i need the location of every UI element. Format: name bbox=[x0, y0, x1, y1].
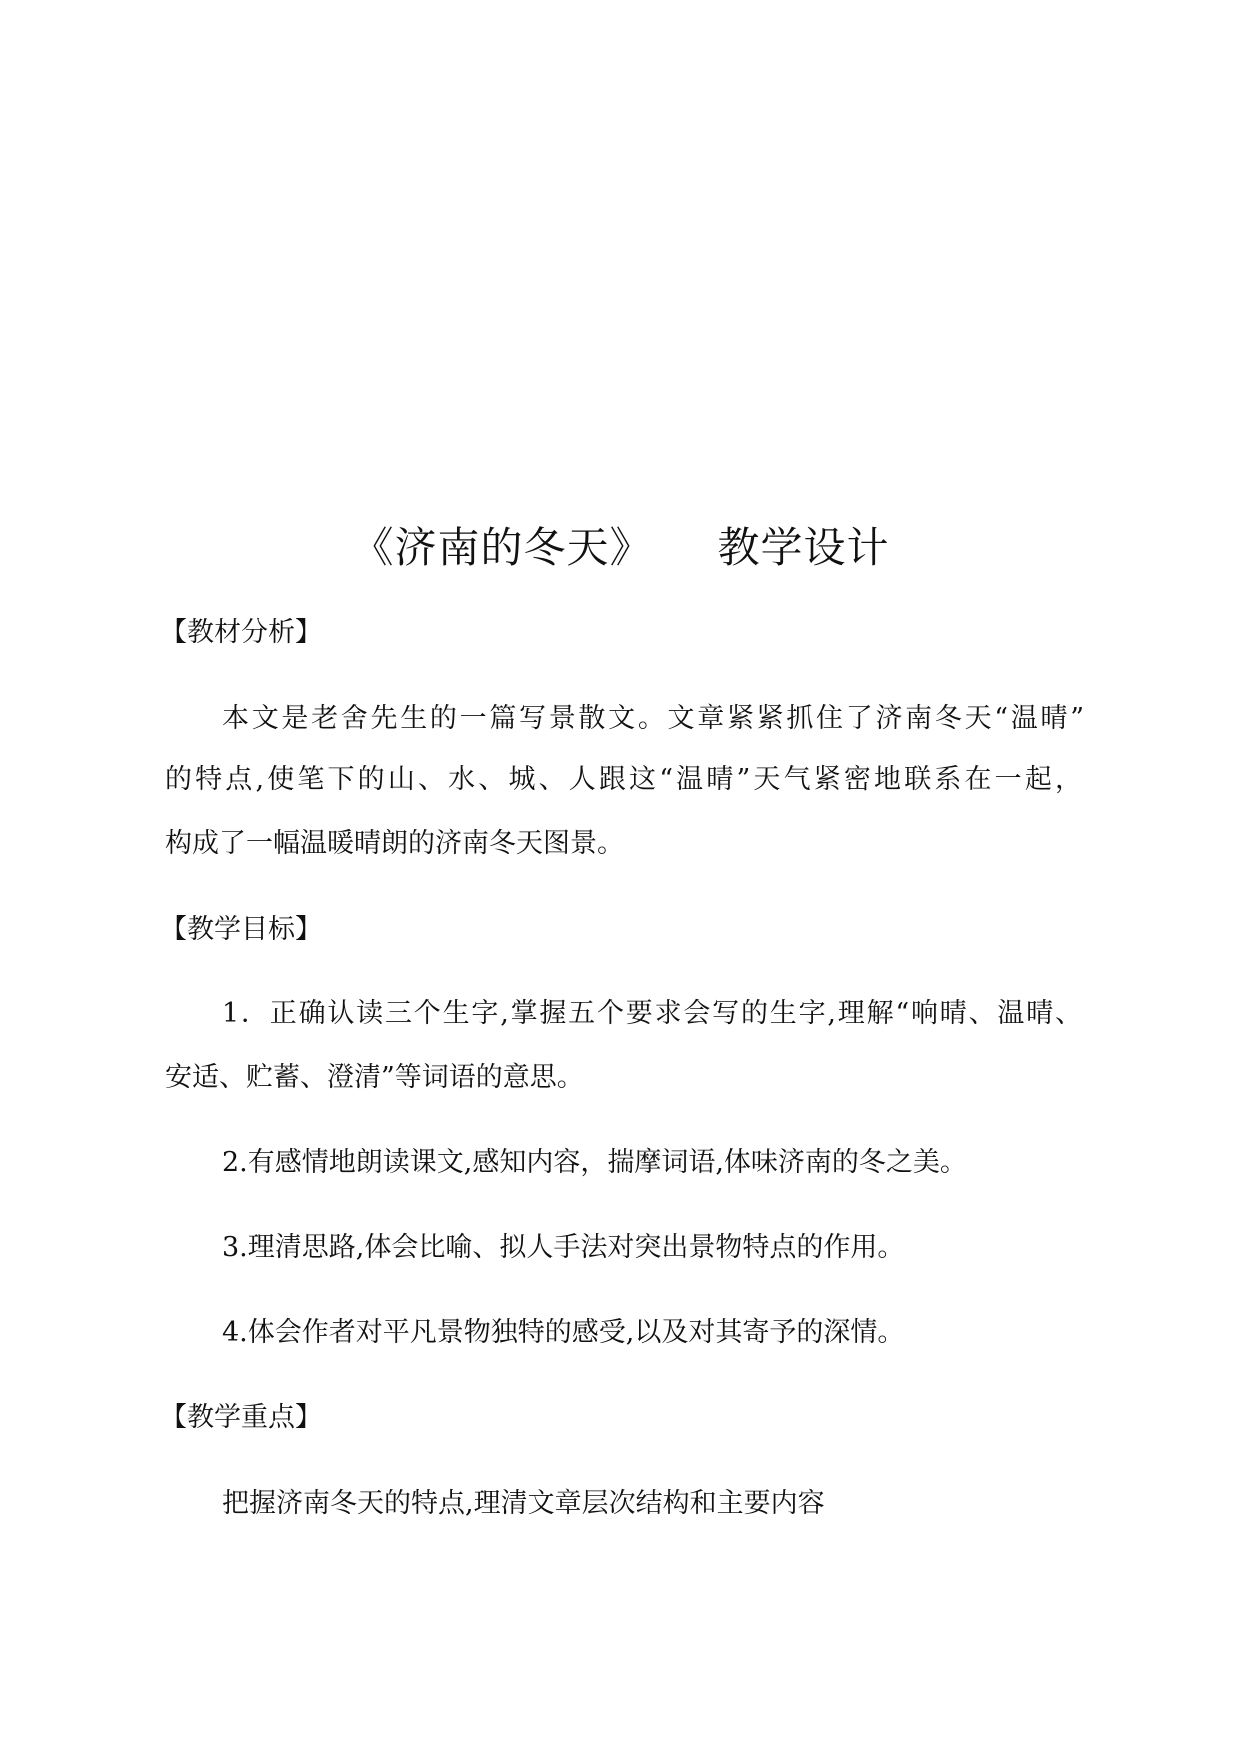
paragraph-line: 构成了一幅温暖晴朗的济南冬天图景。 bbox=[165, 828, 624, 859]
section-heading-teaching-focus: 【教学重点】 bbox=[160, 1402, 322, 1433]
goal-item-3: 3.理清思路,体会比喻、拟人手法对突出景物特点的作用。 bbox=[222, 1232, 905, 1263]
section-heading-textbook-analysis: 【教材分析】 bbox=[160, 617, 322, 648]
document-title: 《济南的冬天》 教学设计 bbox=[351, 523, 890, 572]
focus-line: 把握济南冬天的特点,理清文章层次结构和主要内容 bbox=[222, 1488, 825, 1519]
goal-item-1-line-1: 1．正确认读三个生字,掌握五个要求会写的生字,理解“响晴、温晴、 bbox=[222, 998, 1082, 1029]
section-heading-teaching-goals: 【教学目标】 bbox=[160, 914, 322, 945]
goal-item-4: 4.体会作者对平凡景物独特的感受,以及对其寄予的深情。 bbox=[222, 1317, 905, 1348]
goal-item-2: 2.有感情地朗读课文,感知内容，揣摩词语,体味济南的冬之美。 bbox=[222, 1147, 967, 1178]
goal-item-1-line-2: 安适、贮蓄、澄清”等词语的意思。 bbox=[165, 1062, 584, 1093]
paragraph-line: 本文是老舍先生的一篇写景散文。文章紧紧抓住了济南冬天“温晴” bbox=[222, 703, 1084, 734]
paragraph-line: 的特点,使笔下的山、水、城、人跟这“温晴”天气紧密地联系在一起， bbox=[165, 764, 1082, 795]
